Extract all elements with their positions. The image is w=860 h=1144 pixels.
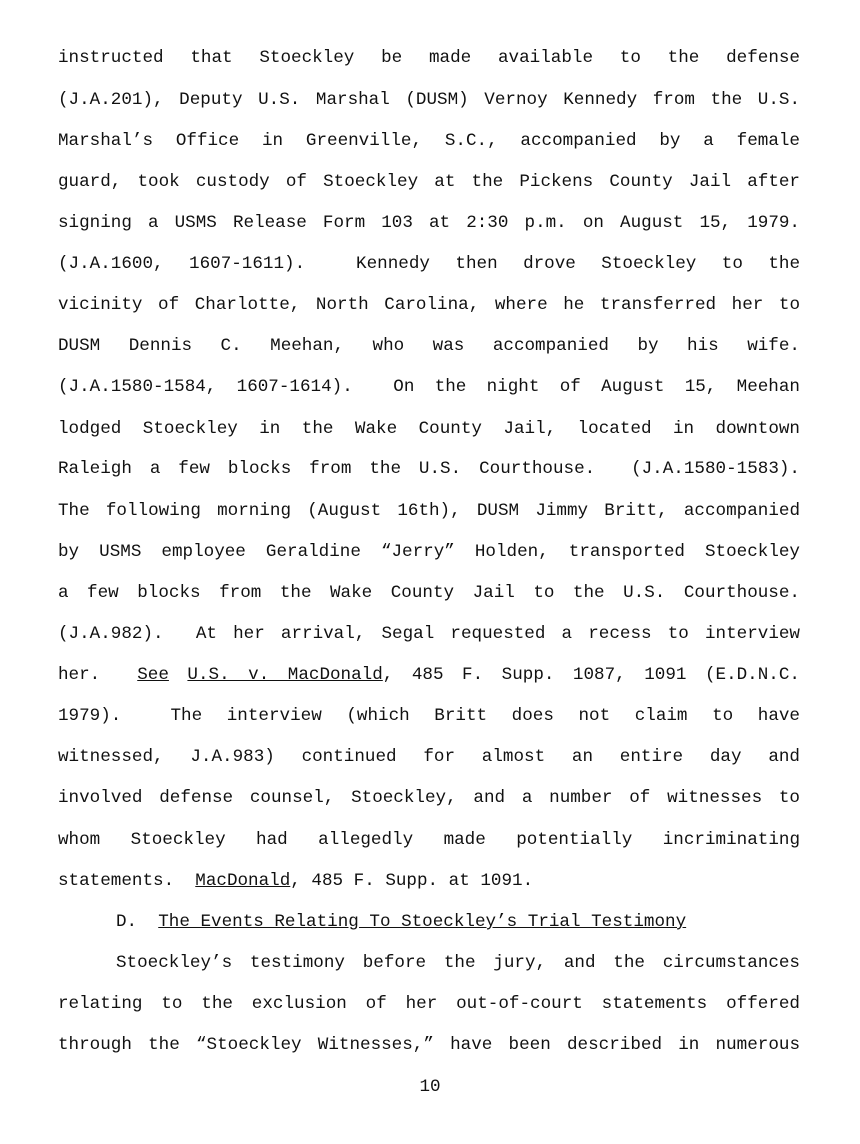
text-line: involved defense counsel, Stoeckley, and a number of witnesses to (58, 788, 800, 808)
text-line: Raleigh a few blocks from the U.S. Courthouse. (J.A.1580-1583). (58, 459, 800, 479)
citation-line (58, 871, 800, 891)
section-letter: D. (116, 912, 159, 932)
text-line: by USMS employee Geraldine “Jerry” Holden, transported Stoeckley (58, 542, 800, 562)
text-line: The following morning (August 16th), DUSM Jimmy Britt, accompanied (58, 501, 800, 521)
page-number: 10 (419, 1077, 441, 1097)
text-line: 1979). The interview (which Britt does not claim to have (58, 706, 800, 726)
citation-line (58, 665, 800, 685)
text-line: instructed that Stoeckley be made available to the defense (58, 48, 800, 68)
case-name: MacDonald (195, 871, 291, 891)
text-line: through the “Stoeckley Witnesses,” have been described in numerous (58, 1035, 800, 1055)
text-line: whom Stoeckley had allegedly made potentially incriminating (58, 830, 800, 850)
text-span (169, 665, 188, 685)
text-span: statements. (58, 871, 196, 891)
text-line: guard, took custody of Stoeckley at the Pickens County Jail after (58, 172, 800, 192)
text-span: , 485 F. Supp. 1087, 1091 (E.D.N.C. (382, 665, 800, 685)
section-heading (116, 912, 800, 932)
text-line: Stoeckley’s testimony before the jury, and the circumstances (116, 953, 800, 973)
text-line: (J.A.982). At her arrival, Segal requested a recess to interview (58, 624, 800, 644)
text-span: , 485 F. Supp. at 1091. (290, 871, 534, 891)
text-line: (J.A.1600, 1607-1611). Kennedy then drove Stoeckley to the (58, 254, 800, 274)
text-line: DUSM Dennis C. Meehan, who was accompanied by his wife. (58, 336, 800, 356)
text-line: signing a USMS Release Form 103 at 2:30 p.m. on August 15, 1979. (58, 213, 800, 233)
text-line: a few blocks from the Wake County Jail to the U.S. Courthouse. (58, 583, 800, 603)
text-span: her. (58, 665, 138, 685)
see-signal: See (137, 665, 169, 685)
text-line: (J.A.201), Deputy U.S. Marshal (DUSM) Vernoy Kennedy from the U.S. (58, 90, 800, 110)
text-line: (J.A.1580-1584, 1607-1614). On the night of August 15, Meehan (58, 377, 800, 397)
section-title: The Events Relating To Stoeckley’s Trial Testimony (158, 912, 687, 932)
text-line: lodged Stoeckley in the Wake County Jail, located in downtown (58, 419, 800, 439)
text-line: Marshal’s Office in Greenville, S.C., accompanied by a female (58, 131, 800, 151)
text-line: relating to the exclusion of her out-of-court statements offered (58, 994, 800, 1014)
text-line: vicinity of Charlotte, North Carolina, where he transferred her to (58, 295, 800, 315)
text-line: witnessed, J.A.983) continued for almost an entire day and (58, 747, 800, 767)
case-name: U.S. v. MacDonald (187, 665, 383, 685)
